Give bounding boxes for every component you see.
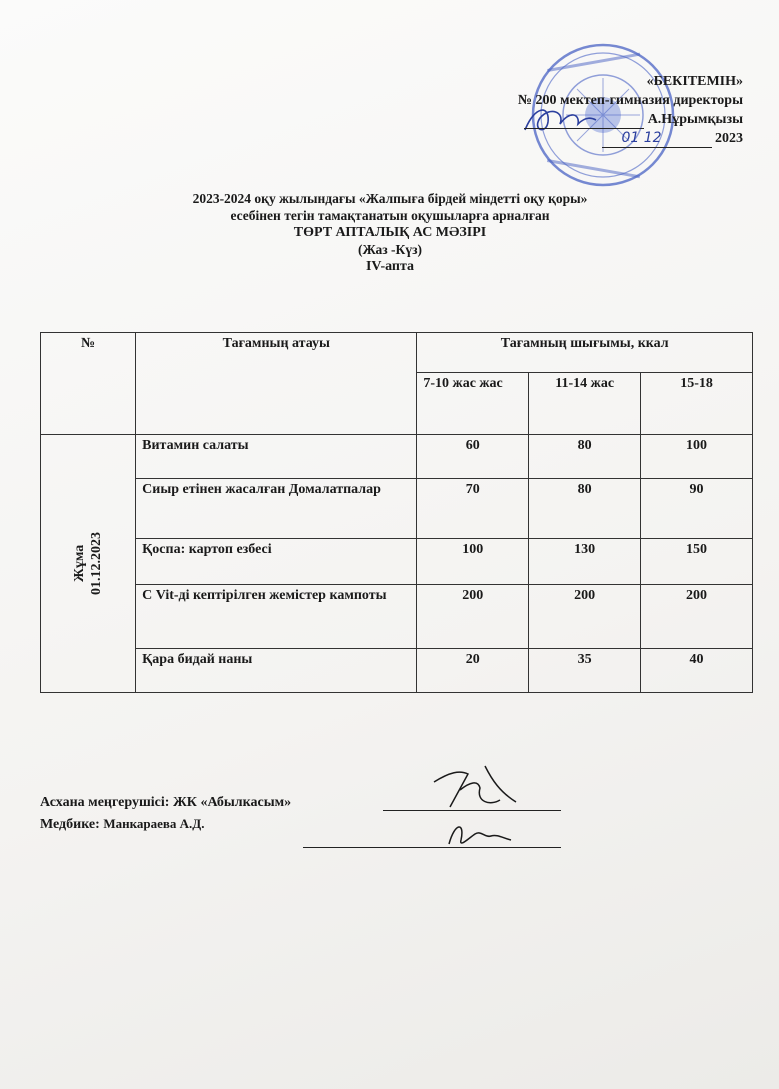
nurse-name: Манкараева А.Д. — [103, 816, 205, 831]
title-line-4: (Жаз -Күз) — [357, 242, 422, 257]
menu-table — [40, 332, 753, 693]
value-cell: 150 — [641, 539, 753, 585]
header-dish-name: Тағамның атауы — [136, 333, 417, 435]
value-cell: 40 — [641, 649, 753, 693]
dish-name: Қара бидай наны — [136, 649, 417, 693]
signature-line — [303, 846, 561, 848]
header-age-15-18: 15-18 — [641, 373, 753, 435]
title-line-2: есебінен тегін тамақтанатын оқушыларға арналған — [230, 208, 550, 223]
title-line-3: ТӨРТ АПТАЛЫҚ АС МӘЗІРІ — [293, 225, 487, 240]
value-cell: 130 — [529, 539, 641, 585]
approval-heading: «БЕКІТЕМІН» — [646, 74, 743, 89]
header-number: № — [41, 333, 136, 435]
approval-year: 2023 — [715, 131, 743, 146]
document-title — [60, 190, 720, 275]
signature-line — [524, 114, 644, 129]
table-row — [41, 649, 753, 693]
dish-name: Витамин салаты — [136, 435, 417, 479]
value-cell: 80 — [529, 479, 641, 539]
date-line — [602, 130, 712, 148]
title-line-5: IV-апта — [365, 259, 415, 274]
value-cell: 100 — [417, 539, 529, 585]
table-row — [41, 479, 753, 539]
title-line-1: 2023-2024 оқу жылындағы «Жалпыға бірдей міндетті оқу қоры» — [192, 191, 588, 206]
footer-signatures — [40, 792, 291, 835]
table-header-row — [41, 333, 753, 373]
handwritten-date: 01 12 — [621, 130, 662, 146]
value-cell: 90 — [641, 479, 753, 539]
nurse-label: Медбике: — [40, 817, 100, 832]
header-age-11-14: 11-14 жас — [529, 373, 641, 435]
value-cell: 80 — [529, 435, 641, 479]
value-cell: 70 — [417, 479, 529, 539]
dish-name: Қоспа: картоп езбесі — [136, 539, 417, 585]
value-cell: 200 — [417, 585, 529, 649]
header-age-7-10: 7-10 жас жас — [417, 373, 529, 435]
value-cell: 60 — [417, 435, 529, 479]
table-row — [41, 585, 753, 649]
dish-name: С Vit-ді кептірілген жемістер кампоты — [136, 585, 417, 649]
director-name: А.Нұрымқызы — [647, 112, 743, 127]
table-row — [41, 539, 753, 585]
nurse-signature — [445, 818, 515, 850]
value-cell: 200 — [641, 585, 753, 649]
dish-name: Сиыр етінен жасалған Домалатпалар — [136, 479, 417, 539]
day-date: 01.12.2023 — [89, 532, 105, 595]
value-cell: 200 — [529, 585, 641, 649]
director-position: № 200 мектеп-гимназия директоры — [517, 93, 743, 108]
nurse-row — [40, 813, 291, 835]
day-cell — [41, 435, 136, 693]
table-row — [41, 435, 753, 479]
canteen-manager-label: Асхана меңгерушісі: ЖК «Абылкасым» — [40, 795, 292, 810]
value-cell: 20 — [417, 649, 529, 693]
header-yield: Тағамның шығымы, ккал — [417, 333, 753, 373]
approval-block — [518, 72, 743, 148]
day-name: Жұма — [72, 544, 88, 583]
value-cell: 100 — [641, 435, 753, 479]
canteen-manager-row — [40, 792, 291, 813]
canteen-manager-signature — [430, 762, 520, 812]
value-cell: 35 — [529, 649, 641, 693]
